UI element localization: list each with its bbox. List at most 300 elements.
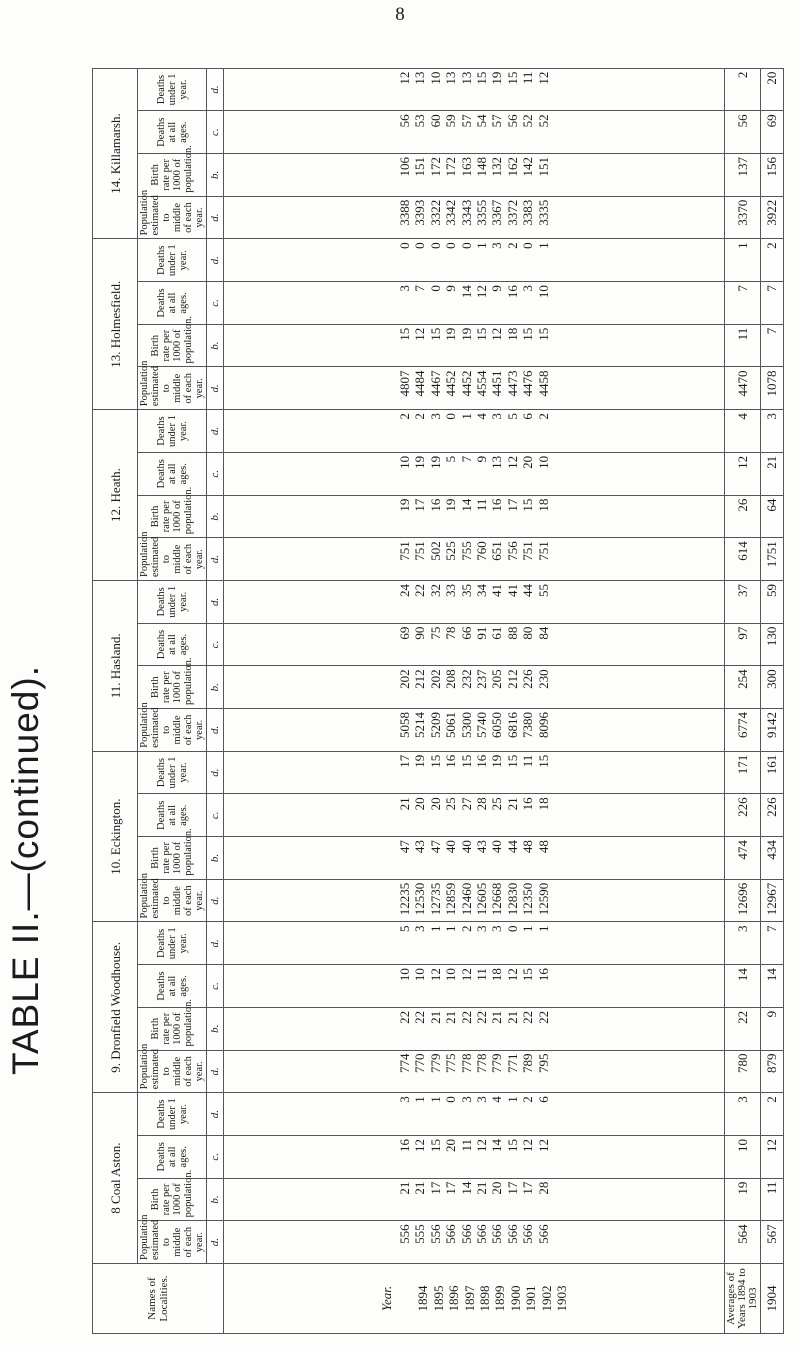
average-value: 56 (725, 111, 761, 154)
average-value: 564 (725, 1221, 761, 1264)
value-cell: 32 (427, 583, 443, 597)
average-value: 226 (725, 794, 761, 837)
value-cell: 21 (489, 1010, 505, 1024)
average-value: 3 (725, 1093, 761, 1136)
year-1904-value: 7 (761, 282, 784, 325)
year-1904-value: 64 (761, 495, 784, 538)
value-cell: 24 (396, 583, 412, 597)
value-cell: 151 (412, 157, 428, 177)
value-cell: 2 (458, 925, 474, 932)
value-cell: 16 (443, 754, 459, 768)
value-cell: 12 (458, 968, 474, 982)
column-header-days: Deaths at all ages. (138, 965, 207, 1008)
value-cell: 22 (458, 1010, 474, 1024)
value-cell: 4451 (489, 370, 505, 397)
value-cell: 3 (427, 413, 443, 420)
column-header-hours: Deaths under 1 year. (138, 1093, 207, 1136)
value-cell: 52 (520, 114, 536, 128)
value-cell: 1 (443, 925, 459, 932)
average-value: 12 (725, 452, 761, 495)
column-header-hours: Deaths under 1 year. (138, 751, 207, 794)
column-header-rain: Birth rate per 1000 of population. (138, 837, 207, 880)
year-label: 1902 (538, 1285, 554, 1312)
value-cell: 795 (535, 1053, 551, 1074)
value-cell: 4807 (396, 370, 412, 397)
yearly-values-temp (224, 1221, 725, 1264)
column-header-temp: Population estimated to middle of each year. (138, 367, 207, 410)
value-cell: 566 (474, 1224, 489, 1244)
year-1904-value: 21 (761, 452, 784, 495)
value-cell: 9 (489, 285, 505, 292)
value-cell: 91 (474, 626, 489, 640)
unit-label-rain: b. (207, 1007, 224, 1050)
average-value: 10 (725, 1135, 761, 1178)
year-1904-value: 567 (761, 1221, 784, 1264)
column-header-days: Deaths at all ages. (138, 1135, 207, 1178)
value-cell: 14 (458, 1181, 474, 1195)
value-cell: 8096 (535, 712, 551, 739)
yearly-values-days (224, 452, 725, 495)
value-cell: 4484 (412, 370, 428, 397)
value-cell: 20 (520, 455, 536, 469)
value-cell: 0 (458, 242, 474, 249)
value-cell: 651 (489, 541, 505, 561)
unit-label-days: c. (207, 111, 224, 154)
year-1904-value: 156 (761, 154, 784, 197)
value-cell: 11 (474, 968, 489, 981)
value-cell: 19 (396, 498, 412, 512)
yearly-values-days (224, 965, 725, 1008)
value-cell: 16 (520, 797, 536, 811)
value-cell: 4467 (427, 370, 443, 397)
value-cell: 19 (443, 327, 459, 341)
yearly-data-row (224, 68, 725, 1333)
value-cell: 12 (489, 327, 505, 341)
unit-row (207, 68, 224, 1333)
value-cell: 770 (412, 1053, 428, 1074)
value-cell: 11 (458, 1138, 474, 1152)
average-value: 614 (725, 538, 761, 581)
year-1904-value: 14 (761, 965, 784, 1008)
value-cell: 12460 (458, 882, 474, 916)
value-cell: 5214 (412, 712, 428, 739)
column-header-hours: Deaths under 1 year. (138, 410, 207, 453)
year-1904-value: 161 (761, 751, 784, 794)
unit-label-days: c. (207, 282, 224, 325)
value-cell: 20 (412, 797, 428, 811)
value-cell: 12 (520, 1138, 536, 1152)
value-cell: 21 (396, 1181, 412, 1195)
value-cell: 566 (535, 1224, 551, 1244)
value-cell: 6 (520, 413, 536, 420)
yearly-values-hours (224, 751, 725, 794)
value-cell: 3 (474, 1096, 489, 1103)
value-cell: 15 (427, 327, 443, 341)
value-cell: 778 (474, 1053, 489, 1074)
yearly-values-rain (224, 324, 725, 367)
value-cell: 3322 (427, 199, 443, 226)
value-cell: 18 (504, 327, 520, 341)
value-cell: 20 (427, 797, 443, 811)
value-cell: 55 (535, 583, 551, 597)
value-cell: 40 (443, 840, 459, 854)
average-value: 4470 (725, 367, 761, 410)
locality-name: 9. Dronfield Woodhouse. (93, 922, 138, 1093)
value-cell: 12 (535, 1138, 551, 1152)
page-number: 8 (395, 4, 405, 25)
value-cell: 3393 (412, 199, 428, 226)
value-cell: 3355 (474, 199, 489, 226)
value-cell: 232 (458, 669, 474, 689)
value-cell: 15 (474, 327, 489, 341)
value-cell: 4452 (458, 370, 474, 397)
column-header-temp: Population estimated to middle of each year. (138, 1221, 207, 1264)
yearly-values-hours (224, 922, 725, 965)
value-cell: 21 (504, 797, 520, 811)
value-cell: 18 (535, 797, 551, 811)
yearly-values-rain (224, 495, 725, 538)
value-cell: 205 (489, 669, 505, 689)
value-cell: 1 (412, 1096, 428, 1103)
value-cell: 48 (520, 840, 536, 854)
value-cell: 3335 (535, 199, 551, 226)
value-cell: 12 (412, 1138, 428, 1152)
year-1904-value: 11 (761, 1178, 784, 1221)
column-header-days: Deaths at all ages. (138, 794, 207, 837)
value-cell: 172 (427, 157, 443, 177)
yearly-values-temp (224, 709, 725, 752)
value-cell: 20 (489, 1181, 505, 1195)
value-cell: 751 (535, 541, 551, 561)
value-cell: 0 (443, 1096, 459, 1103)
value-cell: 15 (396, 327, 412, 341)
value-cell: 15 (458, 754, 474, 768)
value-cell: 774 (396, 1053, 412, 1074)
value-cell: 17 (412, 498, 428, 512)
average-value: 26 (725, 495, 761, 538)
averages-label: Averages of Years 1894 to 1903 (725, 1264, 761, 1334)
value-cell: 5300 (458, 712, 474, 739)
column-header-temp: Population estimated to middle of each year. (138, 538, 207, 581)
names-of-localities-label: Names of Localities. (146, 1275, 170, 1322)
value-cell: 1 (427, 1096, 443, 1103)
value-cell: 12 (535, 71, 551, 85)
average-value: 11 (725, 324, 761, 367)
yearly-values-days (224, 282, 725, 325)
year-1904-label: 1904 (761, 1264, 784, 1334)
value-cell: 15 (520, 327, 536, 341)
yearly-values-rain (224, 1007, 725, 1050)
value-cell: 22 (474, 1010, 489, 1024)
value-cell: 1 (458, 413, 474, 420)
value-cell: 43 (474, 840, 489, 854)
column-header-hours: Deaths under 1 year. (138, 68, 207, 111)
value-cell: 2 (504, 242, 520, 249)
value-cell: 12 (474, 1138, 489, 1152)
value-cell: 19 (412, 754, 428, 768)
value-cell: 10 (396, 968, 412, 982)
value-cell: 88 (504, 626, 520, 640)
locality-name: 14. Killamarsh. (93, 68, 138, 239)
yearly-values-temp (224, 879, 725, 922)
value-cell: 1 (535, 925, 551, 932)
value-cell: 15 (474, 71, 489, 85)
value-cell: 172 (443, 157, 459, 177)
value-cell: 12 (504, 455, 520, 469)
value-cell: 21 (396, 797, 412, 811)
value-cell: 14 (458, 498, 474, 512)
value-cell: 52 (535, 114, 551, 128)
column-header-hours: Deaths under 1 year. (138, 922, 207, 965)
column-header-row (138, 68, 207, 1333)
unit-label-temp: d. (207, 1221, 224, 1264)
value-cell: 6050 (489, 712, 505, 739)
column-header-hours: Deaths under 1 year. (138, 239, 207, 282)
value-cell: 751 (396, 541, 412, 561)
year-1904-value: 12 (761, 1135, 784, 1178)
mortality-table (92, 68, 784, 1334)
value-cell: 3 (489, 242, 505, 249)
value-cell: 57 (458, 114, 474, 128)
value-cell: 10 (412, 968, 428, 982)
value-cell: 142 (520, 157, 536, 177)
value-cell: 60 (427, 114, 443, 128)
value-cell: 3388 (396, 199, 412, 226)
value-cell: 163 (458, 157, 474, 177)
average-value: 474 (725, 837, 761, 880)
value-cell: 22 (412, 1010, 428, 1024)
year-1904-value: 69 (761, 111, 784, 154)
value-cell: 0 (504, 925, 520, 932)
value-cell: 12735 (427, 882, 443, 916)
value-cell: 43 (412, 840, 428, 854)
unit-label-rain: b. (207, 154, 224, 197)
yearly-values-days (224, 1135, 725, 1178)
column-header-days: Deaths at all ages. (138, 623, 207, 666)
value-cell: 2 (535, 413, 551, 420)
value-cell: 775 (443, 1053, 459, 1074)
value-cell: 4 (474, 413, 489, 420)
value-cell: 15 (535, 327, 551, 341)
value-cell: 760 (474, 541, 489, 561)
column-header-temp: Population estimated to middle of each year. (138, 879, 207, 922)
column-header-days: Deaths at all ages. (138, 111, 207, 154)
average-value: 12696 (725, 879, 761, 922)
average-value: 22 (725, 1007, 761, 1050)
value-cell: 0 (443, 242, 459, 249)
unit-label-days: c. (207, 965, 224, 1008)
value-cell: 7 (458, 455, 474, 463)
value-cell: 21 (474, 1181, 489, 1195)
value-cell: 3 (396, 285, 412, 292)
yearly-values-rain (224, 837, 725, 880)
column-header-rain: Birth rate per 1000 of population. (138, 1178, 207, 1221)
average-value: 97 (725, 623, 761, 666)
value-cell: 11 (520, 71, 536, 85)
year-1904-value: 300 (761, 666, 784, 709)
value-cell: 75 (427, 626, 443, 640)
unit-label-temp: d. (207, 538, 224, 581)
year-1904-value: 130 (761, 623, 784, 666)
value-cell: 16 (396, 1138, 412, 1152)
value-cell: 54 (474, 114, 489, 128)
value-cell: 148 (474, 157, 489, 177)
value-cell: 57 (489, 114, 505, 128)
yearly-values-rain (224, 666, 725, 709)
value-cell: 566 (458, 1224, 474, 1244)
value-cell: 22 (520, 1010, 536, 1024)
year-1904-value: 2 (761, 239, 784, 282)
unit-label-rain: b. (207, 666, 224, 709)
value-cell: 7380 (520, 712, 536, 739)
value-cell: 5 (396, 925, 412, 932)
unit-label-hours: d. (207, 1093, 224, 1136)
value-cell: 5209 (427, 712, 443, 739)
value-cell: 771 (504, 1053, 520, 1074)
value-cell: 237 (474, 669, 489, 689)
value-cell: 4 (489, 1096, 505, 1103)
value-cell: 1 (427, 925, 443, 932)
value-cell: 756 (504, 541, 520, 561)
value-cell: 5740 (474, 712, 489, 739)
year-label: 1897 (461, 1285, 477, 1312)
value-cell: 10 (427, 71, 443, 85)
value-cell: 20 (443, 1138, 459, 1152)
value-cell: 0 (396, 242, 412, 249)
value-cell: 13 (412, 71, 428, 85)
value-cell: 48 (535, 840, 551, 854)
locality-name: 12. Heath. (93, 410, 138, 581)
value-cell: 0 (412, 242, 428, 249)
year-1904-value: 2 (761, 1093, 784, 1136)
unit-label-hours: d. (207, 751, 224, 794)
value-cell: 6 (535, 1096, 551, 1103)
value-cell: 4458 (535, 370, 551, 397)
value-cell: 19 (412, 455, 428, 469)
value-cell: 12830 (504, 882, 520, 916)
value-cell: 53 (412, 114, 428, 128)
value-cell: 17 (504, 1181, 520, 1195)
value-cell: 80 (520, 626, 536, 640)
year-label: 1894 (415, 1285, 431, 1312)
yearly-values-rain (224, 1178, 725, 1221)
value-cell: 755 (458, 541, 474, 561)
unit-label-hours: d. (207, 580, 224, 623)
value-cell: 778 (458, 1053, 474, 1074)
unit-label-days: c. (207, 623, 224, 666)
year-label: 1895 (430, 1285, 446, 1312)
year-1904-value: 3922 (761, 196, 784, 239)
value-cell: 3 (520, 285, 536, 292)
average-value: 4 (725, 410, 761, 453)
unit-label-rain: b. (207, 837, 224, 880)
locality-name: 13. Holmesfield. (93, 239, 138, 410)
value-cell: 3383 (520, 199, 536, 226)
unit-label-hours: d. (207, 922, 224, 965)
column-header-rain: Birth rate per 1000 of population. (138, 666, 207, 709)
value-cell: 90 (412, 626, 428, 640)
rotated-table (92, 71, 784, 1334)
value-cell: 3 (458, 1096, 474, 1103)
value-cell: 5 (443, 455, 459, 463)
value-cell: 19 (489, 71, 505, 85)
unit-label-days: c. (207, 1135, 224, 1178)
average-value: 137 (725, 154, 761, 197)
value-cell: 9 (474, 455, 489, 463)
value-cell: 16 (427, 498, 443, 512)
year-label: 1900 (507, 1285, 523, 1312)
column-header-temp: Population estimated to middle of each year. (138, 1050, 207, 1093)
value-cell: 15 (427, 1138, 443, 1152)
value-cell: 25 (443, 797, 459, 811)
value-cell: 12 (396, 71, 412, 85)
year-1904-value: 7 (761, 324, 784, 367)
value-cell: 9 (443, 285, 459, 292)
year-1904-value: 226 (761, 794, 784, 837)
value-cell: 566 (443, 1224, 459, 1244)
average-value: 171 (725, 751, 761, 794)
unit-label-days: c. (207, 452, 224, 495)
value-cell: 12 (504, 968, 520, 982)
value-cell: 3 (396, 1096, 412, 1103)
yearly-values-rain (224, 154, 725, 197)
value-cell: 47 (396, 840, 412, 854)
value-cell: 1 (520, 925, 536, 932)
value-cell: 3372 (504, 199, 520, 226)
value-cell: 61 (489, 626, 505, 640)
value-cell: 4554 (474, 370, 489, 397)
value-cell: 17 (427, 1181, 443, 1195)
year-label: 1901 (523, 1285, 539, 1312)
value-cell: 16 (474, 754, 489, 768)
column-header-days: Deaths at all ages. (138, 282, 207, 325)
year-label: 1898 (477, 1285, 492, 1312)
value-cell: 15 (520, 498, 536, 512)
value-cell: 13 (489, 455, 505, 469)
year-1904-value: 12967 (761, 879, 784, 922)
value-cell: 19 (489, 754, 505, 768)
value-cell: 12 (474, 285, 489, 299)
table-frame (92, 71, 784, 1334)
value-cell: 15 (504, 1138, 520, 1152)
column-header-rain: Birth rate per 1000 of population. (138, 154, 207, 197)
value-cell: 212 (504, 669, 520, 689)
value-cell: 13 (458, 71, 474, 85)
value-cell: 56 (504, 114, 520, 128)
value-cell: 4476 (520, 370, 536, 397)
value-cell: 556 (396, 1224, 412, 1244)
unit-label-temp: d. (207, 709, 224, 752)
value-cell: 5 (504, 413, 520, 420)
year-1904-row (761, 68, 784, 1333)
yearly-values-hours (224, 239, 725, 282)
yearly-values-temp (224, 1050, 725, 1093)
value-cell: 751 (520, 541, 536, 561)
value-cell: 11 (520, 754, 536, 768)
value-cell: 15 (504, 754, 520, 768)
value-cell: 12605 (474, 882, 489, 916)
year-list (415, 1267, 569, 1330)
value-cell: 10 (535, 455, 551, 469)
average-value: 3 (725, 922, 761, 965)
value-cell: 21 (443, 1010, 459, 1024)
value-cell: 0 (427, 242, 443, 249)
value-cell: 3367 (489, 199, 505, 226)
value-cell: 3342 (443, 199, 459, 226)
value-cell: 69 (396, 626, 412, 640)
locality-header-row (93, 68, 138, 1333)
value-cell: 25 (489, 797, 505, 811)
